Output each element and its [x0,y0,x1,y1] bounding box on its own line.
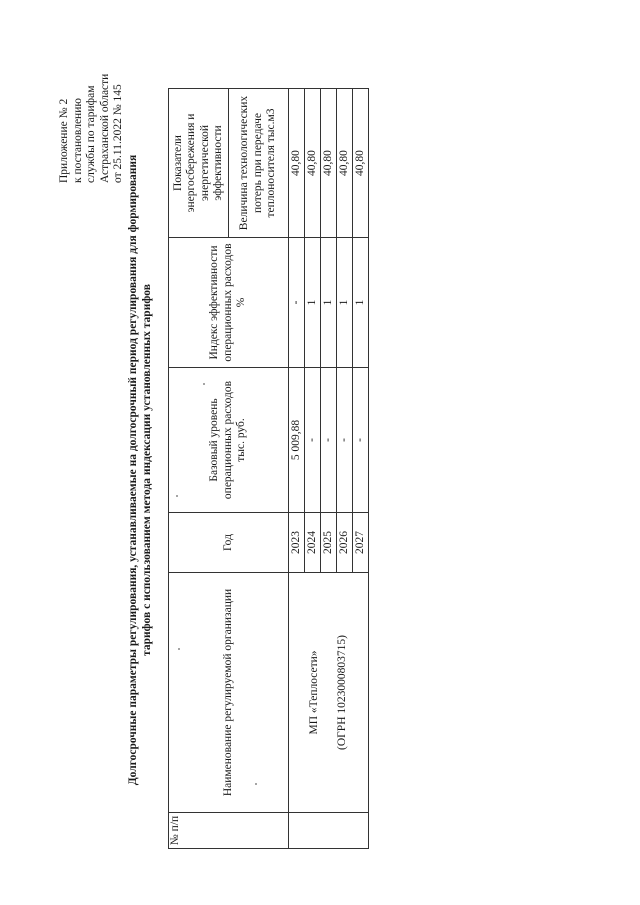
header-num: № п/п [169,813,289,849]
appendix-line: службы по тарифам [85,85,97,183]
header-energy-group: Показатели энергосбережения и энергетической эффективности [169,89,229,238]
title-line-2: тарифов с использованием метода индексации установленных тарифов [141,284,153,656]
cell-year: 2023 [289,513,305,573]
cell-losses: 40,80 [321,89,337,238]
cell-year: 2024 [305,513,321,573]
cell-index: 1 [321,238,337,368]
cell-num [289,813,369,849]
cell-index: - [289,238,305,368]
cell-base: 5 009,88 [289,368,305,513]
cell-year: 2025 [321,513,337,573]
header-year: Год [169,513,289,573]
appendix-line: от 25.11.2022 № 145 [112,84,124,183]
cell-losses: 40,80 [289,89,305,238]
cell-base: - [321,368,337,513]
cell-losses: 40,80 [353,89,369,238]
document-title [126,70,154,870]
appendix-line: к постановлению [71,98,84,183]
scan-speck [203,383,205,385]
org-name: МП «Теплосети» [308,650,320,735]
scan-speck [255,783,257,785]
appendix-line: Приложение № 2 [58,98,70,183]
cell-losses: 40,80 [305,89,321,238]
header-org-name: Наименование регулируемой организации [169,573,289,813]
cell-base: - [305,368,321,513]
scan-speck [176,495,178,497]
header-losses: Величина технологических потерь при передаче теплоносителя тыс.м3 [229,89,289,238]
cell-index: 1 [353,238,369,368]
scan-speck [178,648,180,650]
parameters-table [168,88,369,849]
cell-losses: 40,80 [337,89,353,238]
cell-year: 2026 [337,513,353,573]
table-row [289,89,305,849]
title-line-1: Долгосрочные параметры регулирования, устанавливаемые на долгосрочный период регулирования для формирования [127,154,139,786]
cell-base: - [353,368,369,513]
header-efficiency-index: Индекс эффективности операционных расходов % [169,238,289,368]
org-ogrn: (ОГРН 1023000803715) [335,635,348,750]
cell-base: - [337,368,353,513]
cell-index: 1 [337,238,353,368]
appendix-block [58,74,126,183]
cell-index: 1 [305,238,321,368]
cell-organization [289,573,369,813]
header-base-level: Базовый уровень операционных расходов тыс. руб. [169,368,289,513]
appendix-line: Астраханской области [98,73,111,183]
cell-year: 2027 [353,513,369,573]
